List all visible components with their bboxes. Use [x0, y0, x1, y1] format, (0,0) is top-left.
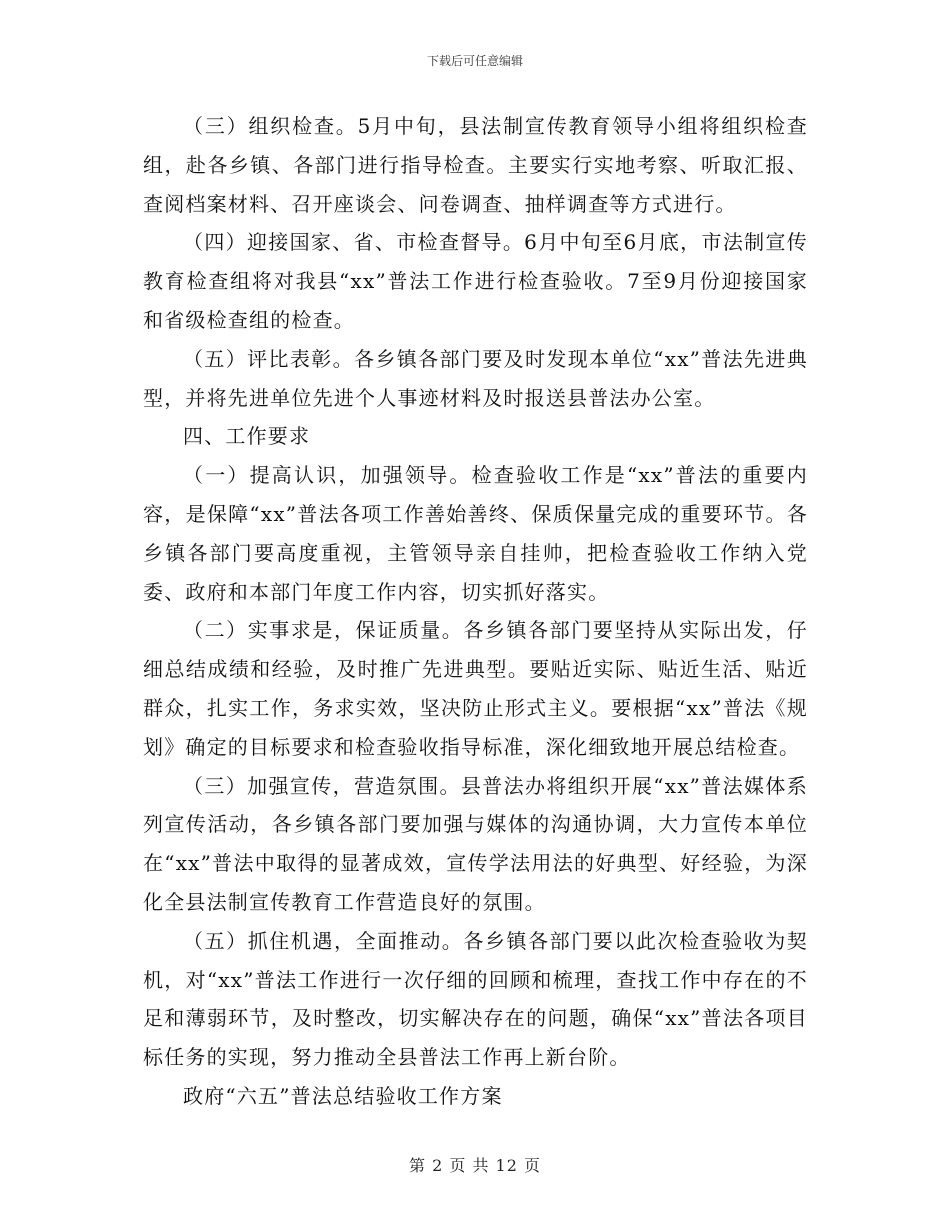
paragraph-opportunity: （五）抓住机遇，全面推动。各乡镇各部门要以此次检查验收为契机，对“xx”普法工作进行一次仔细的回顾和梳理，查找工作中存在的不足和薄弱环节，及时整改，切实解决存在的问题，确保“xx”普法各项目标任务的实现，努力推动全县普法工作再上新台阶。	[143, 928, 808, 1070]
header-note: 下载后可任意编辑	[426, 54, 523, 68]
document-body	[143, 107, 808, 1116]
paragraph-publicity: （三）加强宣传，营造氛围。县普法办将组织开展“xx”普法媒体系列宣传活动，各乡镇各部门要加强与媒体的沟通协调，大力宣传本单位在“xx”普法中取得的显著成效，宣传学法用法的好典型、好经验，为深化全县法制宣传教育工作营造良好的氛围。	[143, 773, 808, 914]
paragraph-leadership: （一）提高认识，加强领导。检查验收工作是“xx”普法的重要内容，是保障“xx”普法各项工作善始善终、保质保量完成的重要环节。各乡镇各部门要高度重视，主管领导亲自挂帅，把检查验收工作纳入党委、政府和本部门年度工作内容，切实抓好落实。	[143, 463, 808, 604]
paragraph-inspection: （三）组织检查。5月中旬，县法制宣传教育领导小组将组织检查组，赴各乡镇、各部门进行指导检查。主要实行实地考察、听取汇报、查阅档案材料、召开座谈会、问卷调查、抽样调查等方式进行。	[143, 114, 808, 216]
next-document-title: 政府“六五”普法总结验收工作方案	[183, 1083, 503, 1108]
paragraph-national-inspection: （四）迎接国家、省、市检查督导。6月中旬至6月底，市法制宣传教育检查组将对我县“xx”普法工作进行检查验收。7至9月份迎接国家和省级检查组的检查。	[143, 230, 808, 332]
page-number: 第 2 页 共 12 页	[409, 1156, 541, 1175]
paragraph-quality: （二）实事求是，保证质量。各乡镇各部门要坚持从实际出发，仔细总结成绩和经验，及时推广先进典型。要贴近实际、贴近生活、贴近群众，扎实工作，务求实效，坚决防止形式主义。要根据“xx”普法《规划》确定的目标要求和检查验收指导标准，深化细致地开展总结检查。	[143, 618, 808, 759]
section-heading-requirements: 四、工作要求	[183, 424, 311, 449]
paragraph-commendation: （五）评比表彰。各乡镇各部门要及时发现本单位“xx”普法先进典型，并将先进单位先进个人事迹材料及时报送县普法办公室。	[143, 346, 808, 410]
